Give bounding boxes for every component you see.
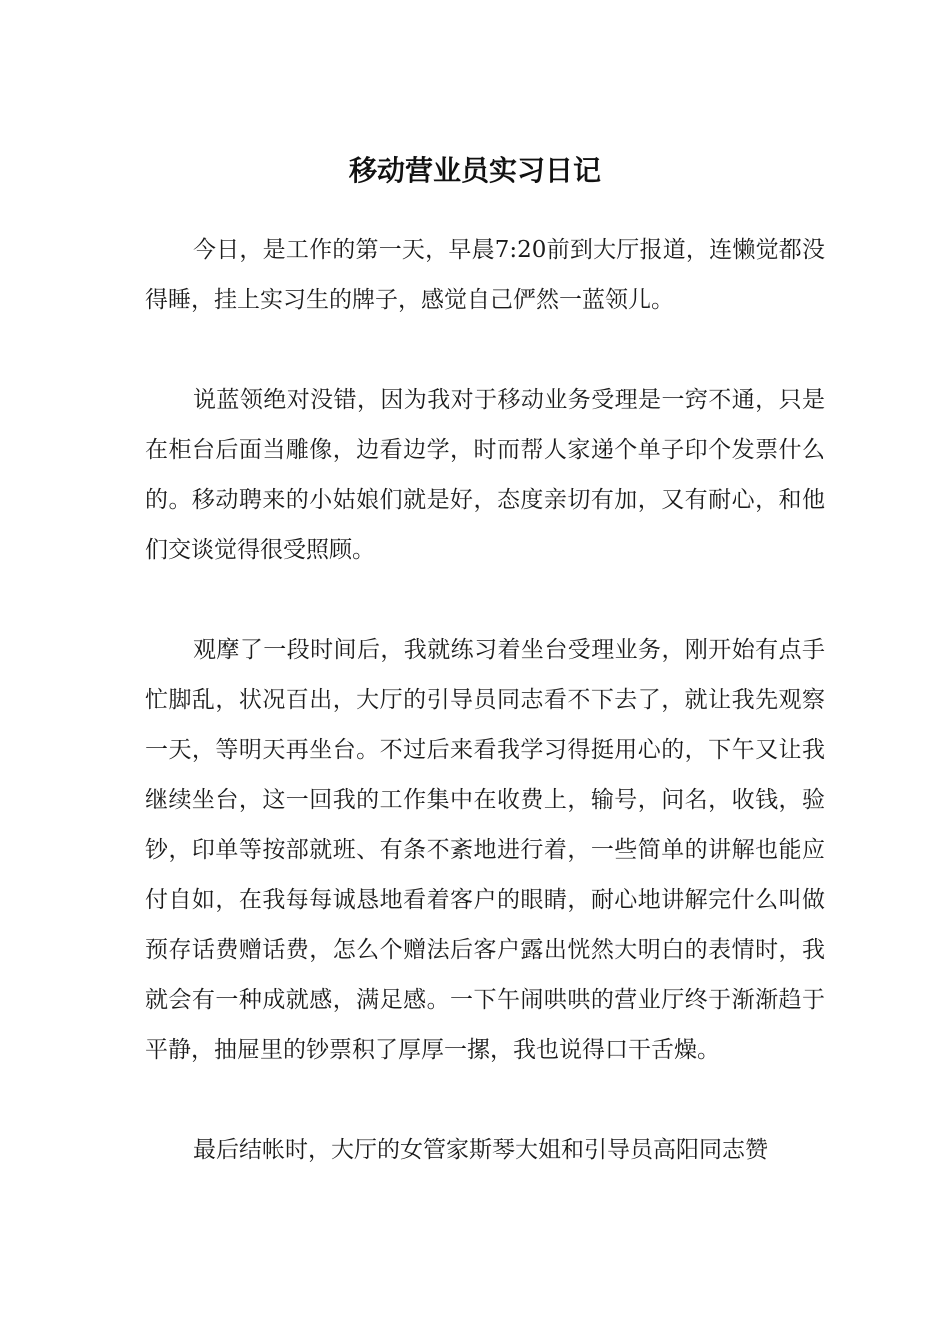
paragraph-3: 观摩了一段时间后，我就练习着坐台受理业务，刚开始有点手忙脚乱，状况百出，大厅的引导员同志看不下去了，就让我先观察一天，等明天再坐台。不过后来看我学习得挺用心的，下午又让我继续坐台，这一回我的工作集中在收费上，输号，问名，收钱，验钞，印单等按部就班、有条不紊地进行着，一些简单的讲解也能应付自如，在我每每诚恳地看着客户的眼睛，耐心地讲解完什么叫做预存话费赠话费，怎么个赠法后客户露出恍然大明白的表情时，我就会有一种成就感，满足感。一下午闹哄哄的营业厅终于渐渐趋于平静，抽屉里的钞票积了厚厚一摞，我也说得口干舌燥。 bbox=[145, 637, 825, 1063]
document-body bbox=[145, 225, 825, 1225]
paragraph-4: 最后结帐时，大厅的女管家斯琴大姐和引导员高阳同志赞 bbox=[193, 1137, 768, 1163]
paragraph-1: 今日，是工作的第一天，早晨7:20前到大厅报道，连懒觉都没得睡，挂上实习生的牌子，感觉自己俨然一蓝领儿。 bbox=[145, 237, 825, 313]
document-title: 移动营业员实习日记 bbox=[348, 153, 601, 187]
paragraph-2: 说蓝领绝对没错，因为我对于移动业务受理是一窍不通，只是在柜台后面当雕像，边看边学，时而帮人家递个单子印个发票什么的。移动聘来的小姑娘们就是好，态度亲切有加，又有耐心，和他们交谈觉得很受照顾。 bbox=[145, 387, 825, 563]
